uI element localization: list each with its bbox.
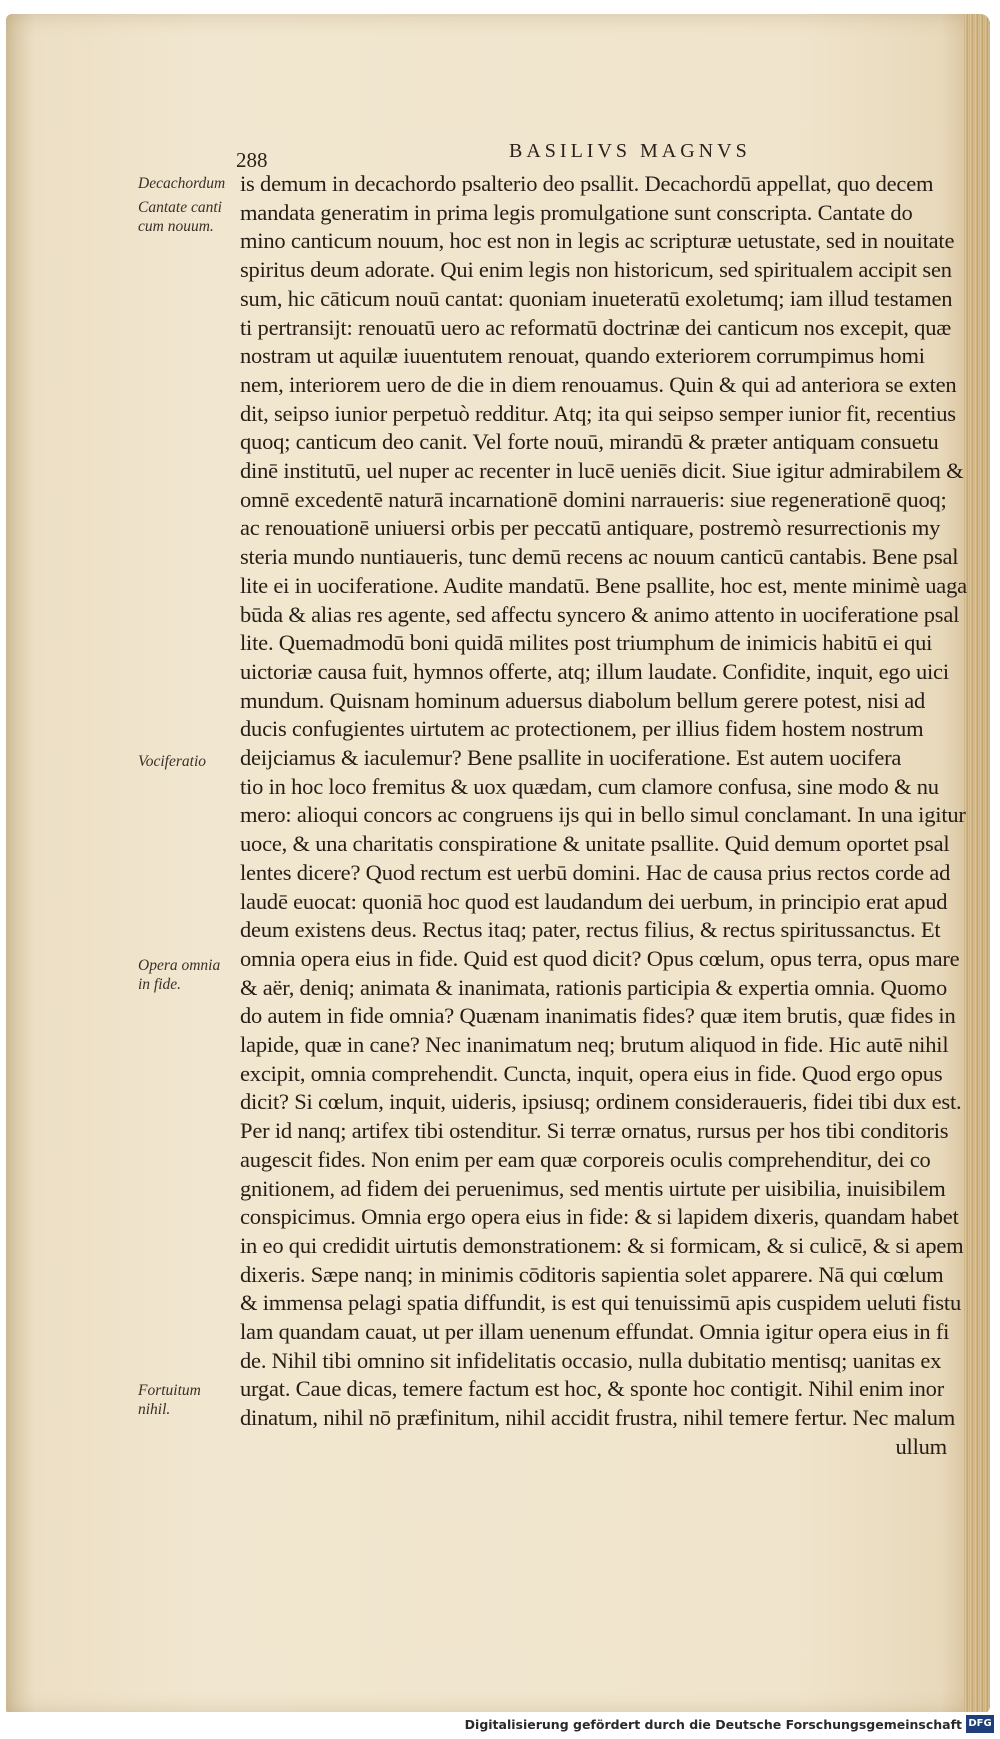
text-line: mino canticum nouum, hoc est non in legis ac scripturæ uetustate, sed in nouitate [240, 228, 955, 254]
text-line: quoq; canticum deo canit. Vel forte nouū, mirandū & præter antiquam consuetu [240, 429, 939, 455]
text-line: urgat. Caue dicas, temere factum est hoc, & sponte hoc contigit. Nihil enim inor [240, 1376, 945, 1402]
running-title: BASILIVS MAGNVS [509, 140, 751, 162]
margin-note: Cantate canti cum nouum. [138, 199, 222, 235]
text-line: do autem in fide omnia? Quænam inanimatis fides? quæ item brutis, quæ fides in [240, 1003, 956, 1029]
text-line: de. Nihil tibi omnino sit infidelitatis occasio, nulla dubitatio mentisq; uanitas ex [240, 1347, 942, 1373]
text-line: augescit fides. Non enim per eam quæ corporeis oculis comprehenditur, dei co [240, 1146, 931, 1172]
text-line: omnia opera eius in fide. Quid est quod dicit? Opus cœlum, opus terra, opus mare [240, 945, 960, 971]
text-line: lam quandam cauat, ut per illam uenenum effundat. Omnia igitur opera eius in fi [240, 1319, 950, 1344]
text-line: lapide, quæ in cane? Nec inanimatum neq; brutum aliquod in fide. Hic autē nihil [240, 1032, 949, 1057]
text-line: deum existens deus. Rectus itaq; pater, rectus filius, & rectus spiritussanctus. Et [240, 917, 941, 943]
footer-bar [0, 1712, 1000, 1739]
margin-note: Vociferatio [138, 753, 207, 770]
margin-note: Opera omnia in fide. [138, 957, 221, 993]
text-line: steria mundo nuntiaueris, tunc demū recens ac nouum canticū cantabis. Bene psal [240, 544, 959, 570]
text-line: & aër, deniq; animata & inanimata, rationis participia & expertia omnia. Quomo [240, 974, 948, 1000]
text-line: dixeris. Sæpe nanq; in minimis cōditoris sapientia solet apparere. Nā qui cœlum [240, 1261, 944, 1287]
text-line: gnitionem, ad fidem dei peruenimus, sed mentis uirtute per uisibilia, inuisibilem [240, 1175, 946, 1201]
text-line: nem, interiorem uero de die in diem renouamus. Quin & qui ad anteriora se exten [240, 371, 957, 397]
text-line: uoce, & una charitatis conspiratione & unitate psallite. Quid demum oportet psal [240, 831, 950, 857]
text-line: dinatum, nihil nō præfinitum, nihil accidit frustra, nihil temere fertur. Nec malum [240, 1405, 956, 1431]
main-text-block [240, 168, 975, 1459]
text-line: omnē excedentē naturā incarnationē domini narraueris: siue regenerationē quoq; [240, 486, 947, 512]
text-line: dinē institutū, uel nuper ac recenter in lucē ueniēs dicit. Siue igitur admirabilem & [240, 458, 964, 483]
text-line: lite. Quemadmodū boni quidā milites post triumphum de inimicis habitū ei qui [240, 630, 933, 656]
text-line: excipit, omnia comprehendit. Cuncta, inquit, opera eius in fide. Quod ergo opus [240, 1060, 943, 1086]
text-line: spiritus deum adorate. Qui enim legis non historicum, sed spiritualem accipit sen [240, 257, 952, 283]
dfg-logo: DFG [966, 1715, 994, 1733]
text-line: nostram ut aquilæ iuuentutem renouat, quando exteriorem corrumpimus homi [240, 343, 925, 369]
text-line: laudē euocat: quoniā hoc quod est laudandum dei uerbum, in principio erat apud [240, 888, 948, 914]
text-line: ducis confugientes uirtutem ac protectionem, per illius fidem hostem nostrum [240, 716, 924, 742]
text-line: ac renouationē uniuersi orbis per peccatū antiquare, postremò resurrectionis my [240, 515, 941, 541]
text-line: conspicimus. Omnia ergo opera eius in fide: & si lapidem dixeris, quandam habet [240, 1204, 959, 1230]
text-line: deijciamus & iaculemur? Bene psallite in uociferatione. Est autem uocifera [240, 745, 902, 770]
text-line: tio in hoc loco fremitus & uox quædam, cum clamore confusa, sine modo & nu [240, 773, 939, 799]
text-line: lite ei in uociferatione. Audite mandatū. Bene psallite, hoc est, mente minimè uaga [240, 572, 967, 598]
running-head [236, 140, 936, 172]
margin-note: Fortuitum nihil. [138, 1382, 201, 1418]
text-line: mero: alioqui concors ac congruens ijs qui in bello simul conclamant. In una igitur [240, 802, 966, 828]
text-line: ti pertransijt: renouatū uero ac reformatū doctrinæ dei canticum nos excepit, quæ [240, 314, 952, 340]
text-line: is demum in decachordo psalterio deo psallit. Decachordū appellat, quo decem [240, 171, 934, 196]
text-line: lentes dicere? Quod rectum est uerbū domini. Hac de causa prius rectos corde ad [240, 859, 951, 885]
page-number: 288 [236, 148, 268, 172]
margin-note: Decachordum [138, 175, 226, 192]
margin-notes [138, 0, 248, 1739]
digitization-credit: Digitalisierung gefördert durch die Deutsche Forschungsgemeinschaft [464, 1717, 962, 1732]
text-line: mandata generatim in prima legis promulgatione sunt conscripta. Cantate do [240, 199, 913, 225]
text-line: sum, hic cāticum nouū cantat: quoniam inueteratū exoletumq; iam illud testamen [240, 285, 953, 311]
text-line: uictoriæ causa fuit, hymnos offerte, atq; illum laudate. Confidite, inquit, ego uici [240, 658, 949, 684]
text-line: ullum [895, 1433, 947, 1459]
text-line: būda & alias res agente, sed affectu syncero & animo attento in uociferatione psal [240, 601, 960, 627]
text-line: mundum. Quisnam hominum aduersus diabolum bellum gerere potest, nisi ad [240, 687, 926, 713]
text-line: in eo qui credidit uirtutis demonstrationem: & si formicam, & si culicē, & si apem [240, 1232, 964, 1258]
text-line: & immensa pelagi spatia diffundit, is est qui tenuissimū apis cuspidem ueluti fistu [240, 1290, 962, 1316]
text-line: Per id nanq; artifex tibi ostenditur. Si terræ ornatus, rursus per hos tibi conditoris [240, 1118, 949, 1144]
text-line: dit, seipso iunior perpetuò redditur. Atq; ita qui seipso semper iunior fit, recentius [240, 400, 956, 426]
text-line: dicit? Si cœlum, inquit, uideris, ipsiusq; ordinem consideraueris, fidei tibi dux est. [240, 1089, 962, 1115]
